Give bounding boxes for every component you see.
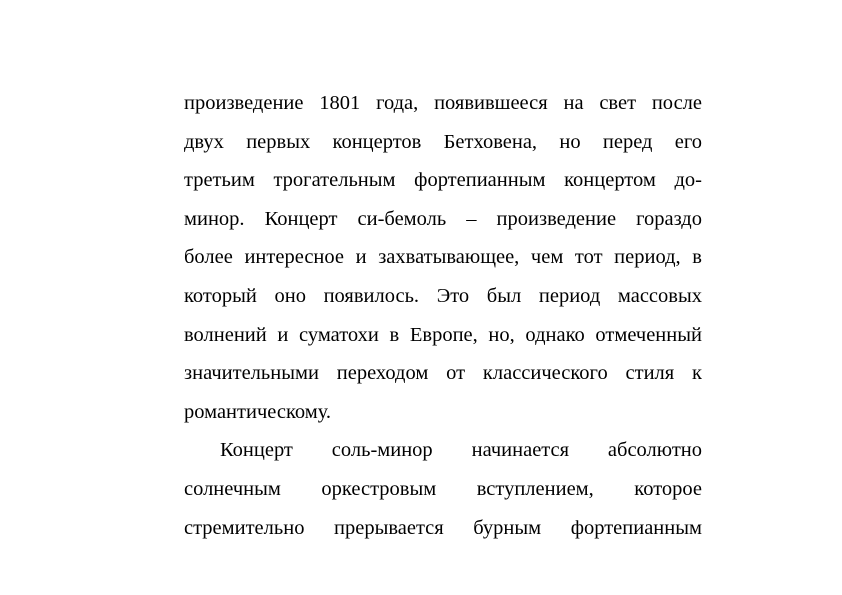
text-line: значительными переходом от классического стиля к <box>184 362 702 385</box>
text-line: двух первых концертов Бетховена, но перед его <box>184 130 702 153</box>
text-line: волнений и суматохи в Европе, но, однако отмеченный <box>184 323 702 346</box>
text-line: Концерт соль-минор начинается абсолютно <box>220 439 702 462</box>
paragraph-2 <box>184 431 702 547</box>
text-line: минор. Концерт си-бемоль – произведение гораздо <box>184 207 702 230</box>
text-line: более интересное и захватывающее, чем тот период, в <box>184 246 702 269</box>
text-line: произведение 1801 года, появившееся на свет после <box>184 92 702 114</box>
text-line: романтическому. <box>184 400 332 423</box>
text-line: который оно появилось. Это был период массовых <box>184 284 702 307</box>
paragraph-1 <box>184 84 702 431</box>
text-line: солнечным оркестровым вступлением, которое <box>184 477 702 500</box>
body-text <box>184 84 702 547</box>
text-line: третьим трогательным фортепианным концертом до- <box>184 169 702 192</box>
text-line: стремительно прерывается бурным фортепианным <box>184 516 702 539</box>
